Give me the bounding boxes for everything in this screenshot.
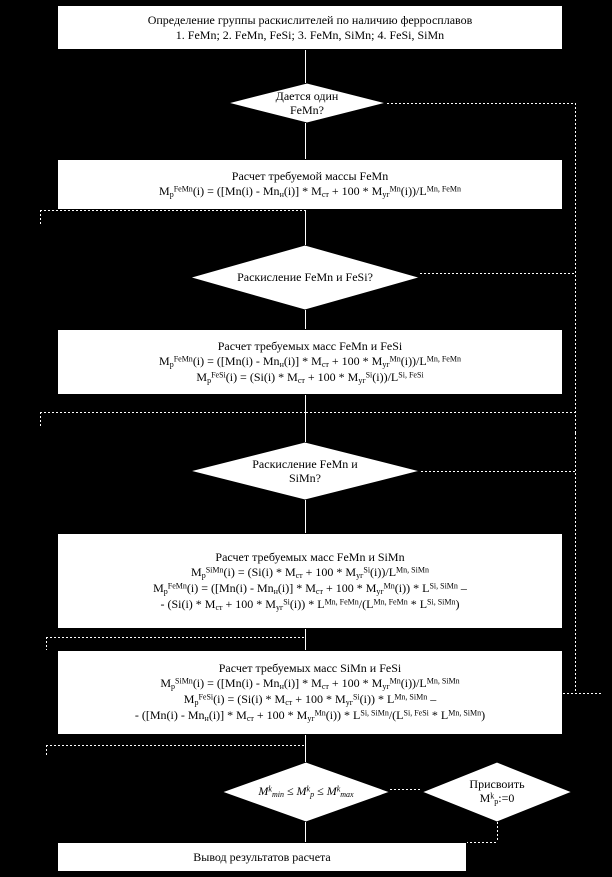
- connector-calc3-bottom: [46, 637, 306, 638]
- calc3-formula-2: $M_р^{FeMn}(i) = ([Mn(i) - Mn_н(i)] * M_{ст} + 100 * M_{уг}^{Mn}(i)) * L^{Si, SiMn}$ –: [153, 580, 467, 596]
- calc3-title: Расчет требуемых масс FeMn и SiMn: [215, 549, 405, 564]
- calc1-formula-1: $M_р^{FeMn}(i) = ([Mn(i) - Mn_н(i)] * M_{ст} + 100 * M_{уг}^{Mn}(i))/L^{Mn, FeMn}$: [159, 184, 461, 199]
- connector-calc4-bottom-left: [46, 745, 306, 746]
- connector-calc2-bottom-right: [306, 412, 576, 413]
- connector-calc4-right: [563, 693, 603, 694]
- connector-d1-yes-right-down: [575, 103, 576, 433]
- connector-d1-yes-right: [387, 103, 576, 104]
- end-line-1: Вывод результатов расчета: [193, 849, 331, 864]
- decision4-line-1: $M^k_{min} \le M^k_p \le M^k_{max}$: [258, 784, 354, 800]
- calc3-formula-3: - $(Si(i) * M_{ст} + 100 * M_{уг}^{Si}(i)) * L^{Mn, FeMn}/(L^{Mn, FeMn} * L^{Si, SiMn})$: [160, 596, 460, 612]
- node-decision-femn-fesi[interactable]: [190, 245, 420, 310]
- connector-calc2-bottom-left-down: [40, 412, 41, 426]
- node-calc-femn-fesi[interactable]: [57, 329, 563, 395]
- connector-d3-to-calc3: [305, 500, 306, 533]
- connector-d5-to-end: [466, 842, 498, 843]
- calc4-formula-1: $M_р^{SiMn}(i) = ([Mn(i) - Mn_н(i)] * M_{ст} + 100 * M_{уг}^{Mn}(i))/L^{Mn, SiMn}$: [160, 676, 460, 691]
- connector-calc2-bottom-left: [40, 412, 306, 413]
- decision3-line-1: Раскисление FeMn и: [252, 456, 358, 471]
- connector-d3-yes-right: [421, 471, 576, 472]
- decision2-line-1: Раскисление FeMn и FeSi?: [237, 270, 373, 285]
- calc4-formula-2: $M_р^{FeSi}(i) = (Si(i) * M_{ст} + 100 * M_{уг}^{Si}(i)) * L^{Mn, SiMn}$ –: [183, 692, 437, 707]
- node-decision-one-femn[interactable]: [228, 83, 386, 123]
- connector-d3-right-down: [575, 433, 576, 693]
- connector-calc1-left-down: [40, 210, 41, 226]
- calc4-title: Расчет требуемых масс SiMn и FeSi: [218, 661, 402, 675]
- start-line-2: 1. FeMn; 2. FeMn, FeSi; 3. FeMn, SiMn; 4. FeSi, SiMn: [175, 27, 445, 42]
- calc2-formula-1: $M_р^{FeMn}(i) = ([Mn(i) - Mn_н(i)] * M_{ст} + 100 * M_{уг}^{Mn}(i))/L^{Mn, FeMn}$: [159, 353, 461, 369]
- decision5-line-2: $M^k_p:=0$: [479, 791, 515, 807]
- node-calc-femn-simn[interactable]: [57, 533, 563, 629]
- connector-d1-to-calc1: [305, 122, 306, 159]
- node-calc-femn[interactable]: [57, 159, 563, 210]
- node-end-output[interactable]: [57, 842, 467, 872]
- start-line-1: Определение группы раскислителей по наличию ферросплавов: [147, 12, 473, 27]
- decision3-line-2: SiMn?: [288, 471, 321, 485]
- node-assign-zero[interactable]: [422, 762, 572, 822]
- node-decision-femn-simn[interactable]: [190, 442, 420, 500]
- node-decision-mass-range[interactable]: [222, 762, 390, 822]
- connector-d4-to-end: [305, 822, 306, 842]
- connector-d2-yes-right: [420, 273, 576, 274]
- connector-calc1-left-out: [40, 210, 306, 211]
- connector-d2-to-calc2: [305, 310, 306, 329]
- calc4-formula-3: - $([Mn(i) - Mn_н(i)] * M_{ст} + 100 * M_{уг}^{Mn}(i)) * L^{Si, SiMn}/(L^{Si, FeSi} * L^{Mn, SiMn})$: [134, 708, 486, 723]
- connector-calc2-to-d3: [305, 395, 306, 442]
- connector-calc4-bottom-left-down: [46, 745, 47, 757]
- calc1-title: Расчет требуемой массы FeMn: [231, 169, 389, 183]
- node-calc-simn-fesi[interactable]: [57, 650, 563, 735]
- calc3-formula-1: $M_р^{SiMn}(i) = (Si(i) * M_{ст} + 100 * M_{уг}^{Si}(i))/L^{Mn, SiMn}$: [191, 564, 429, 580]
- connector-d4-to-d5: [390, 789, 422, 790]
- node-start[interactable]: [57, 5, 563, 50]
- decision1-line-1: Дается один: [275, 88, 339, 103]
- connector-calc3-to-calc4: [305, 629, 306, 650]
- connector-start-to-d1: [305, 50, 306, 83]
- connector-calc1-to-d2: [305, 210, 306, 245]
- calc2-formula-2: $M_р^{FeSi}(i) = (Si(i) * M_{ст} + 100 * M_{уг}^{Si}(i))/L^{Si, FeSi}$: [196, 369, 424, 385]
- connector-calc3-bottom-down: [46, 637, 47, 650]
- decision5-line-1: Присвоить: [469, 777, 525, 791]
- calc2-title: Расчет требуемых масс FeMn и FeSi: [217, 338, 403, 353]
- decision1-line-2: FeMn?: [290, 103, 324, 117]
- connector-d5-down: [497, 822, 498, 842]
